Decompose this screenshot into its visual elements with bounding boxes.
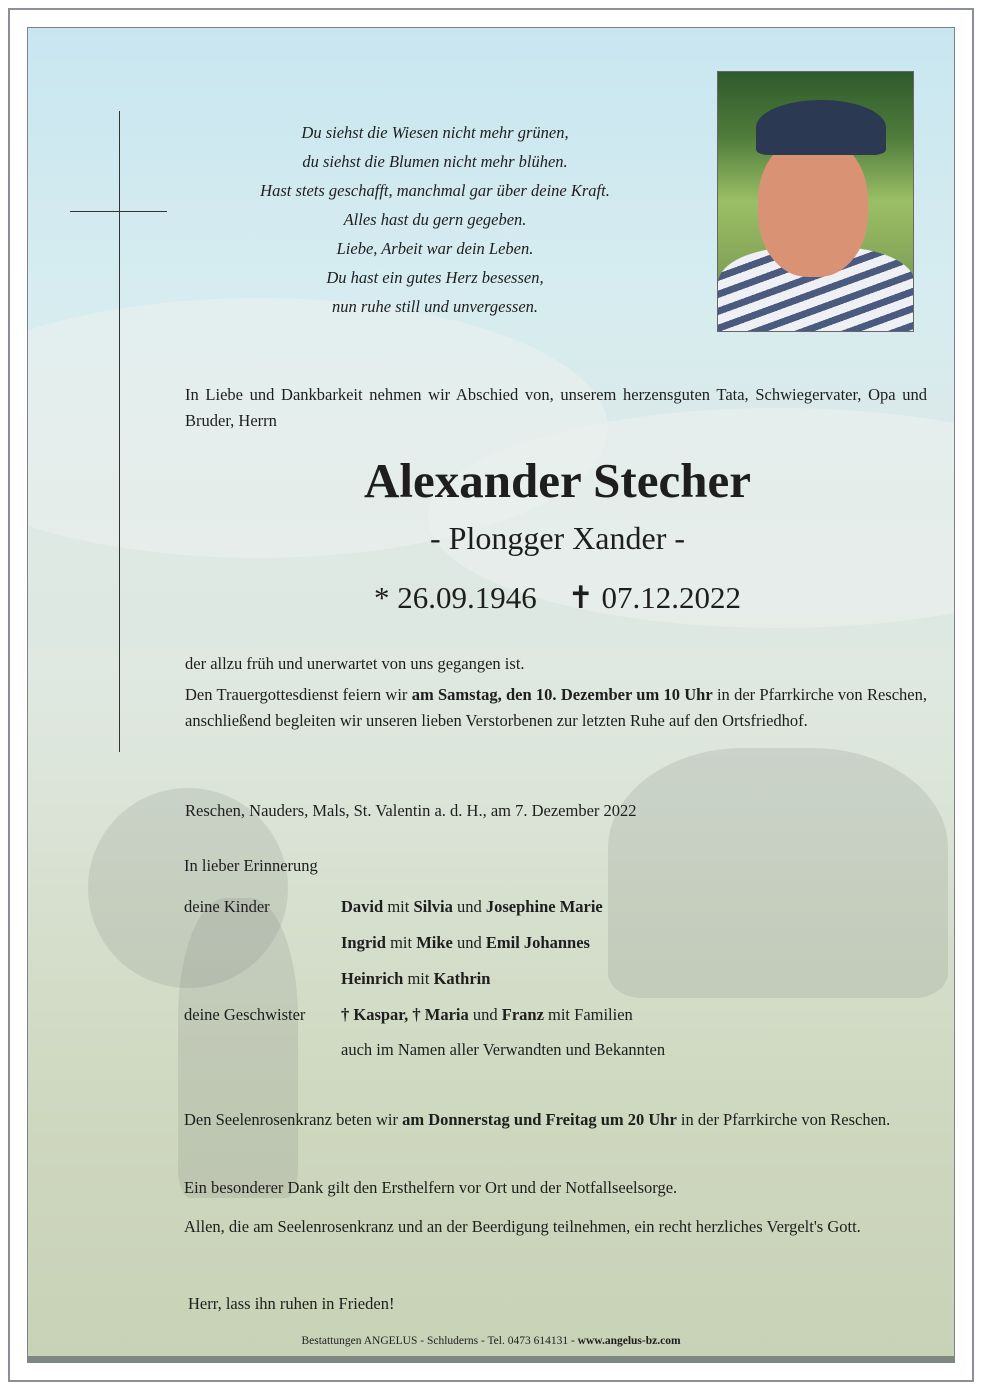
passed-text: der allzu früh und unerwartet von uns gegangen ist. — [185, 654, 525, 673]
mourner-row: deine Kinder David mit Silvia und Josephine Marie — [184, 897, 603, 916]
poem-line: Liebe, Arbeit war dein Leben. — [336, 239, 534, 258]
poem-line: Alles hast du gern gegeben. — [343, 210, 527, 229]
cross-vertical — [119, 111, 120, 752]
poem-line: Hast stets geschafft, manchmal gar über deine Kraft. — [260, 181, 610, 200]
footer-url[interactable]: www.angelus-bz.com — [577, 1335, 681, 1347]
deceased-name: Alexander Stecher — [364, 453, 751, 508]
portrait-photo — [717, 71, 914, 332]
intro-text: In Liebe und Dankbarkeit nehmen wir Abschied von, unserem herzensguten Tata, Schwiegervater, Opa und Bruder, Herrn — [185, 385, 927, 430]
all-text: Allen, die am Seelenrosenkranz und an der Beerdigung teilnehmen, ein recht herzliches Vergelt's Gott. — [184, 1217, 861, 1236]
rosary-text: Den Seelenrosenkranz beten wir am Donnerstag und Freitag um 20 Uhr in der Pfarrkirche von Reschen. — [184, 1110, 891, 1129]
funeral-text: Den Trauergottesdienst feiern wir am Samstag, den 10. Dezember um 10 Uhr in der Pfarrkirche von Reschen, anschließend begleiten wir unseren lieben Verstorbenen zur letzten Ruhe auf den Ortsfriedhof. — [185, 685, 927, 730]
place-date: Reschen, Nauders, Mals, St. Valentin a. d. H., am 7. Dezember 2022 — [185, 801, 637, 820]
footer: Bestattungen ANGELUS - Schluderns - Tel. 0473 614131 - www.angelus-bz.com — [301, 1335, 681, 1347]
poem-line: Du siehst die Wiesen nicht mehr grünen, — [301, 123, 569, 142]
memory-heading: In lieber Erinnerung — [184, 856, 318, 875]
footer-bar — [27, 1356, 955, 1363]
cross-horizontal — [70, 211, 167, 212]
mourner-row: deine Geschwister † Kaspar, † Maria und Franz mit Familien — [184, 1005, 633, 1024]
life-dates — [185, 580, 930, 616]
thanks-text: Ein besonderer Dank gilt den Ersthelfern vor Ort und der Notfallseelsorge. — [184, 1178, 678, 1197]
death-date: ✝ 07.12.2022 — [567, 580, 741, 615]
poem — [185, 118, 685, 321]
birth-date: * 26.09.1946 — [374, 580, 537, 615]
poem-line: nun ruhe still und unvergessen. — [331, 297, 539, 316]
poem-line: Du hast ein gutes Herz besessen, — [326, 268, 544, 287]
closing-text: Herr, lass ihn ruhen in Frieden! — [188, 1294, 395, 1313]
poem-line: du siehst die Blumen nicht mehr blühen. — [302, 152, 568, 171]
nickname: - Plongger Xander - — [429, 520, 686, 556]
